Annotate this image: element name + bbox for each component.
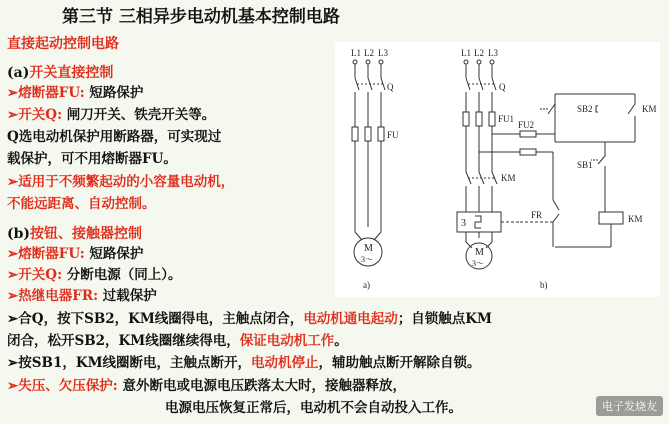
stop-line [7,357,481,371]
switch-desc: 闸刀开关、铁壳开关等。 [62,107,216,123]
fuse2-bottom [520,149,536,155]
fuse2-top [520,131,536,137]
q-note-line2: 载保护，可不用熔断器FU。 [7,151,177,167]
fr-label: FR [531,210,543,220]
switch-label: ➢开关Q: [7,107,63,123]
phase-label-b-l3: L3 [488,48,498,58]
switch2-desc: 分断电源（同上）。 [62,267,182,283]
fuse-desc: 短路保护 [84,85,144,101]
switch2-line [7,269,182,283]
relay-desc: 过载保护 [98,288,157,304]
operation1-tail: ；自锁触点KM [397,311,492,327]
protection-line2: 电源电压恢复正常后，电动机不会自动投入工作。 [165,400,462,416]
part-a-text: 开关直接控制 [29,65,114,81]
km-main-label: KM [501,173,516,183]
fuse2-desc: 短路保护 [84,246,144,262]
phase-label-l2: L2 [364,48,374,58]
protection-line1 [7,380,406,394]
km-coil-label: KM [628,214,643,224]
phase-label-b-l2: L2 [474,48,484,58]
protection-desc: 意外断电或电源电压跌落太大时，接触器释放， [117,378,406,394]
switch-line [7,109,215,123]
circuit-diagram-svg [335,42,660,297]
part-a-prefix: (a) [7,65,30,81]
fuse2-line [7,248,143,262]
switch-q-label-a: Q [387,82,394,92]
thermal-phase-count: 3 [461,218,466,229]
section-heading: 直接起动控制电路 [7,36,119,52]
phase-label-b-l1: L1 [461,48,471,58]
operation2-tail: 。 [334,333,348,349]
fuse-line [7,87,143,101]
operation-line2 [7,335,348,349]
fuse1-b-1 [463,112,469,126]
operation2-text: 闭合，松开SB2，KM线圈继续得电， [7,333,240,349]
caption-b: b) [540,280,548,290]
protection-label: ➢失压、欠压保护: [7,378,118,394]
part-a-heading [7,66,113,80]
caption-a: a) [363,280,370,290]
operation-line1 [7,313,492,327]
fuse2-label: ➢熔断器FU: [7,246,85,262]
switch2-label: ➢开关Q: [7,267,63,283]
relay-line [7,290,157,304]
q-note-line1: Q选电动机保护用断路器，可实现过 [7,129,222,145]
relay-label: ➢热继电器FR: [7,288,99,304]
circuit-a [351,48,399,290]
circuit-b [457,48,657,290]
watermark: 电子发烧友 [596,396,663,416]
circuit-diagram [335,42,660,297]
suitability-line1: ➢适用于不频繁起动的小容量电动机， [7,174,235,190]
fuse-a-3 [378,127,384,141]
part-b-text: 按钮、接触器控制 [30,226,143,242]
phase-label-l1: L1 [351,48,361,58]
sb2-label: SB2 [577,104,593,114]
operation2-highlight: 保证电动机工作 [239,333,335,349]
switch-q-label-b: Q [499,82,506,92]
km-aux-label: KM [642,104,657,114]
km-coil [599,212,623,224]
stop-highlight: 电动机停止 [251,355,319,371]
stop-text: ➢按SB1，KM线圈断电，主触点断开， [7,355,252,371]
phase-label-l3: L3 [378,48,388,58]
part-b-heading [7,227,142,241]
slide-title: 第三节 三相异步电动机基本控制电路 [62,7,340,27]
motor-b-label: M [475,247,484,258]
fuse-a-1 [352,127,358,141]
part-b-prefix: (b) [7,226,31,242]
stop-tail: ，辅助触点断开解除自锁。 [318,355,481,371]
operation1-text: ➢合Q，按下SB2，KM线圈得电，主触点闭合， [7,311,304,327]
fuse1-b-2 [476,112,482,126]
operation1-highlight: 电动机通电起动 [303,311,398,327]
motor-a-label: M [364,243,373,254]
fuse2-label: FU2 [518,120,535,130]
motor-b-sub: 3～ [472,259,484,268]
fuse-a-2 [365,127,371,141]
motor-a-sub: 3～ [361,255,373,264]
fuse1-b-3 [489,112,495,126]
fuse-label: ➢熔断器FU: [7,85,85,101]
suitability-line2: 不能远距离、自动控制。 [7,196,156,212]
fuse1-label: FU1 [498,114,515,124]
fuse-label-a: FU [387,130,399,140]
sb1-label: SB1 [577,160,593,170]
